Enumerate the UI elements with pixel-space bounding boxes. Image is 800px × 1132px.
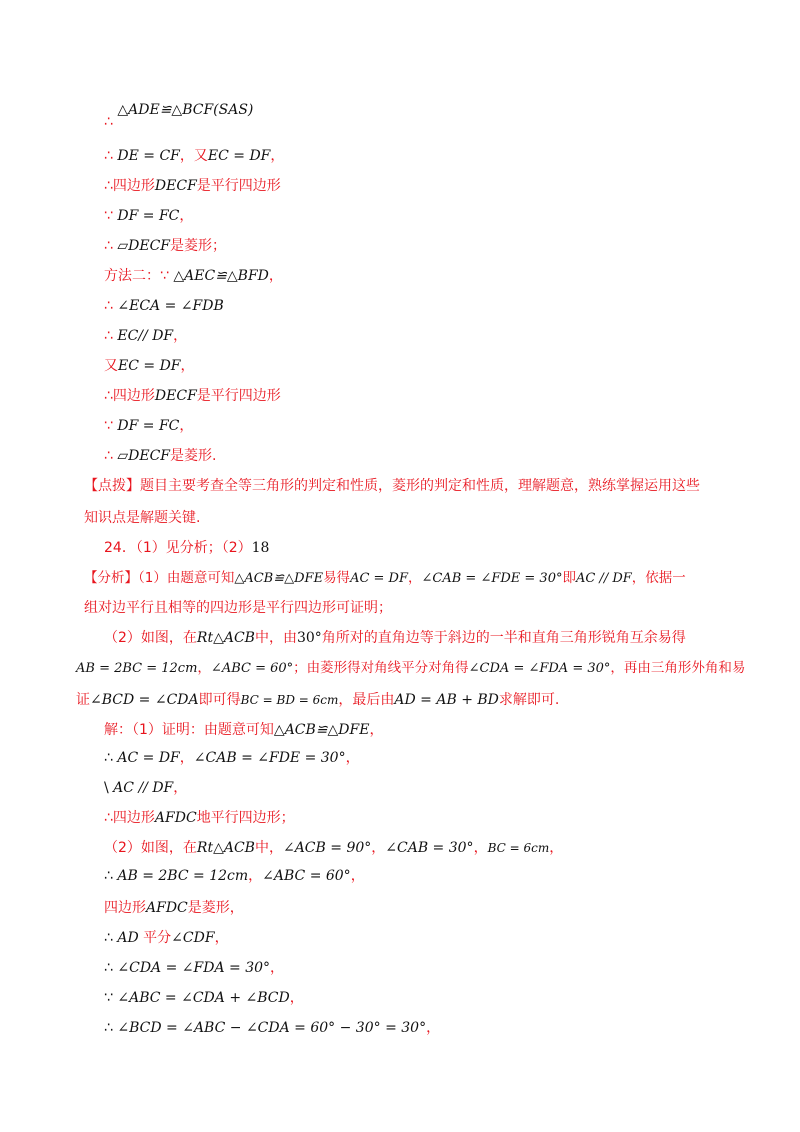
therefore-symbol: ∴ (104, 388, 113, 404)
line-10 (104, 386, 281, 406)
line-8 (104, 326, 187, 346)
line-6 (104, 266, 283, 286)
math-expr: AC = DF (117, 750, 180, 766)
text: ，再由三角形外角和易 (610, 660, 746, 676)
text: ， (179, 750, 194, 766)
math-expr: ∠CAB = ∠FDE = 30° (421, 571, 563, 586)
therefore-symbol: ∴ (104, 238, 113, 254)
text: 是平行四边形 (196, 178, 281, 194)
text: 中，由 (254, 630, 297, 646)
text: ，最后由 (338, 692, 395, 708)
math-expr: ∠CDA = ∠FDA = 30° (117, 960, 271, 976)
text: ，依据一 (631, 570, 686, 586)
text: 四边形 (112, 388, 155, 404)
therefore-symbol: ∴ (104, 810, 113, 826)
text: 易得 (323, 570, 351, 586)
therefore-symbol: ∴ (104, 930, 113, 946)
text: ， (549, 840, 564, 856)
therefore-symbol: ∴ (104, 328, 113, 344)
math-expr: DF = FC (117, 208, 180, 224)
line-12 (104, 446, 216, 466)
therefore-symbol: ∴ (104, 1020, 113, 1036)
math-expr: △ACB≌△DFE (273, 722, 370, 738)
text: ， (289, 990, 304, 1006)
line-7 (104, 296, 224, 316)
line-25 (104, 838, 563, 858)
text: ， (345, 750, 360, 766)
text: ， (197, 660, 211, 676)
text: ， (180, 358, 195, 374)
math-expr: AC // DF (575, 571, 632, 586)
math-expr: DECF (154, 178, 197, 194)
line-5 (104, 236, 226, 256)
text: ， (248, 868, 263, 884)
text: ， (371, 840, 386, 856)
math-expr: ▱DECF (117, 448, 171, 464)
text: 是菱形； (170, 238, 227, 254)
line-15 (104, 538, 269, 558)
tip-text: 知识点是解题关键. (84, 510, 201, 526)
text: 地平行四边形； (196, 810, 295, 826)
text: 是菱形. (170, 448, 217, 464)
therefore-symbol: ∴ (104, 148, 113, 164)
text: ， (179, 208, 194, 224)
math-expr: ∠CDF (171, 930, 215, 946)
math-expr: ∠ECA = ∠FDB (117, 298, 224, 314)
answer-heading: 24．（1）见分析；（2） (104, 540, 252, 556)
text: ， (426, 1020, 441, 1036)
line-29 (104, 958, 284, 978)
math-expr: BC = 6cm (487, 841, 550, 855)
math-expr: ∠ABC = ∠CDA + ∠BCD (117, 990, 290, 1006)
text: 【分析】（1）由题意可知 (84, 570, 235, 586)
math-expr: △AEC≌△BFD (173, 268, 269, 284)
therefore-symbol: ∴ (104, 114, 113, 130)
math-expr: DE = CF (117, 148, 180, 164)
line-23 (104, 778, 187, 798)
therefore-symbol: ∴ (104, 298, 113, 314)
text: 四边形 (112, 810, 155, 826)
text: ， (179, 418, 194, 434)
math-expr: AC = DF (350, 571, 408, 586)
because-symbol: ∵ (104, 418, 113, 434)
text: 求解即可. (498, 692, 560, 708)
text: 证 (76, 692, 90, 708)
math-expr: ∠CAB = ∠FDE = 30° (193, 750, 346, 766)
math-expr: AD = AB + BD (394, 692, 499, 708)
line-2 (104, 146, 284, 166)
therefore-symbol: ∴ (104, 448, 113, 464)
math-expr: ∠CDA = ∠FDA = 30° (468, 661, 611, 676)
math-expr: △ACB≌△DFE (234, 571, 324, 586)
line-18 (104, 628, 686, 648)
math-expr: Rt△ACB (196, 840, 255, 856)
math-expr: ▱DECF (117, 238, 171, 254)
text: ， (408, 570, 422, 586)
therefore-symbol: ∴ (104, 960, 113, 976)
text: 角所对的直角边等于斜边的一半和直角三角形锐角互余易得 (321, 630, 686, 646)
because-symbol: ∵ (160, 268, 169, 284)
text: 即 (562, 570, 576, 586)
text: 四边形 (104, 900, 146, 916)
math-expr: EC = DF (207, 148, 271, 164)
tip-text: 【点拨】题目主要考查全等三角形的判定和性质，菱形的判定和性质，理解题意，熟练掌握运用这些 (84, 478, 700, 494)
text: ， (173, 780, 188, 796)
text: 平分 (143, 930, 172, 946)
text: ， (179, 148, 194, 164)
text: 即可得 (198, 692, 241, 708)
math-expr: △ADE≌△BCF(SAS) (117, 102, 254, 118)
math-expr: ∠ABC = 60° (262, 868, 351, 884)
therefore-symbol: ∴ (104, 178, 113, 194)
text: （2）如图，在 (104, 840, 197, 856)
line-4 (104, 206, 193, 226)
math-expr: DF = FC (117, 418, 180, 434)
math-expr: 30° (296, 630, 322, 646)
line-16 (84, 568, 686, 589)
text: 中， (254, 840, 283, 856)
math-expr: AD (117, 930, 139, 946)
text: ， (270, 148, 285, 164)
line-1 (104, 100, 254, 130)
text: ；由菱形得对角线平分对角得 (293, 660, 469, 676)
line-31 (104, 1018, 440, 1038)
math-expr: Rt△ACB (196, 630, 255, 646)
line-22 (104, 748, 360, 768)
line-28 (104, 928, 229, 948)
line-13 (84, 476, 700, 496)
math-expr: ∠BCD = ∠CDA (90, 692, 199, 708)
text: ， (214, 930, 229, 946)
text: 解：（1）证明：由题意可知 (104, 722, 274, 738)
because-symbol: ∵ (104, 208, 113, 224)
text: ， (268, 268, 283, 284)
line-30 (104, 988, 304, 1008)
math-expr: AC // DF (113, 780, 174, 796)
math-expr: ∠CAB = 30° (385, 840, 474, 856)
math-expr: AFDC (146, 900, 188, 916)
text: 组对边平行且相等的四边形是平行四边形可证明； (84, 600, 392, 616)
text: ， (369, 722, 384, 738)
text: ， (270, 960, 285, 976)
because-symbol: ∵ (104, 990, 113, 1006)
math-expr: AB = 2BC = 12cm (76, 661, 198, 676)
math-expr: DECF (154, 388, 197, 404)
line-27 (104, 898, 244, 918)
line-3 (104, 176, 281, 196)
line-19 (76, 658, 745, 679)
therefore-symbol: ∴ (104, 868, 113, 884)
line-26 (104, 866, 365, 886)
text: ， (173, 328, 188, 344)
line-11 (104, 416, 193, 436)
text: 方法二： (104, 268, 160, 284)
math-expr: ∠ACB = 90° (282, 840, 372, 856)
text: 又 (193, 148, 208, 164)
text: （2）如图，在 (104, 630, 197, 646)
math-expr: BC = BD = 6cm (240, 693, 339, 707)
line-20 (76, 690, 559, 710)
text: 是菱形， (187, 900, 244, 916)
math-expr: AFDC (154, 810, 197, 826)
line-17 (84, 598, 392, 618)
text: 是平行四边形 (196, 388, 281, 404)
line-9 (104, 356, 195, 376)
text: ， (350, 868, 365, 884)
text: 又 (104, 358, 118, 374)
backslash-symbol: \ (104, 780, 109, 796)
math-expr: EC = DF (118, 358, 181, 374)
math-expr: AB = 2BC = 12cm (117, 868, 249, 884)
math-expr: 18 (251, 540, 270, 556)
line-24 (104, 808, 295, 828)
therefore-symbol: ∴ (104, 750, 113, 766)
math-expr: ∠BCD = ∠ABC − ∠CDA = 60° − 30° = 30° (117, 1020, 427, 1036)
line-14 (84, 508, 200, 528)
text: ， (473, 840, 488, 856)
math-expr: ∠ABC = 60° (210, 661, 294, 676)
line-21 (104, 720, 383, 740)
text: 四边形 (112, 178, 155, 194)
math-expr: EC// DF (117, 328, 174, 344)
